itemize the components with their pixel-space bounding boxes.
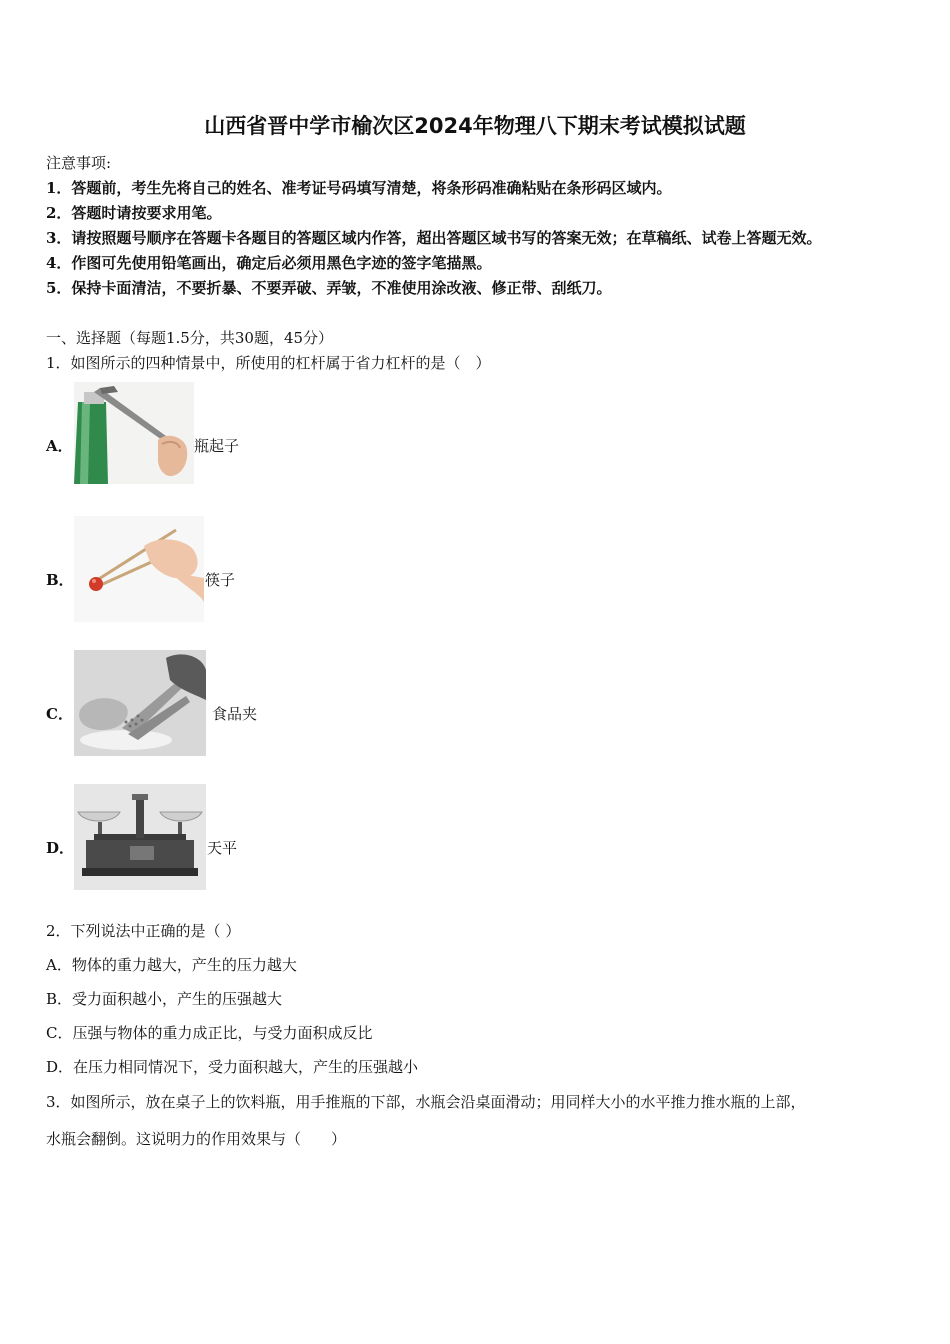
bottle-opener-photo-icon	[74, 382, 194, 484]
q1-option-d-label: 天平	[207, 839, 238, 857]
notice-item: 4．作图可先使用铅笔画出，确定后必须用黑色字迹的签字笔描黑。	[46, 254, 492, 272]
notice-item: 5．保持卡面清洁，不要折暴、不要弄破、弄皱，不准使用涂改液、修正带、刮纸刀。	[46, 279, 612, 297]
question-3-stem-continued: 水瓶会翻倒。这说明力的作用效果与（ ）	[46, 1130, 347, 1148]
q1-option-b-letter: B．	[46, 571, 74, 589]
notice-heading: 注意事项:	[46, 154, 112, 172]
question-1-stem: 1．如图所示的四种情景中，所使用的杠杆属于省力杠杆的是（ ）	[46, 354, 491, 372]
q2-option: A．物体的重力越大，产生的压力越大	[46, 956, 297, 974]
q1-option-b-label: 筷子	[205, 571, 236, 589]
notice-item: 3．请按照题号顺序在答题卡各题目的答题区域内作答，超出答题区域书写的答案无效；在草稿纸、试卷上答题无效。	[46, 229, 822, 247]
q2-option: C．压强与物体的重力成正比，与受力面积成反比	[46, 1024, 373, 1042]
q1-option-a-letter: A．	[46, 437, 73, 455]
question-2-stem: 2．下列说法中正确的是（ ）	[46, 922, 241, 940]
q1-option-c-label: 食品夹	[212, 705, 258, 723]
q1-option-c-letter: C．	[46, 705, 73, 723]
food-tongs-photo-icon	[74, 650, 206, 756]
q2-option: D．在压力相同情况下，受力面积越大，产生的压强越小	[46, 1058, 419, 1076]
notice-item: 1．答题前，考生先将自己的姓名、准考证号码填写清楚，将条形码准确粘贴在条形码区域内。	[46, 179, 672, 197]
balance-scale-photo-icon	[74, 784, 206, 890]
page-title: 山西省晋中学市榆次区2024年物理八下期末考试模拟试题	[204, 114, 746, 138]
section-heading: 一、选择题（每题1.5分，共30题，45分）	[46, 329, 334, 347]
q2-option: B．受力面积越小，产生的压强越大	[46, 990, 283, 1008]
q1-option-d-letter: D．	[46, 839, 75, 857]
question-3-stem: 3．如图所示，放在桌子上的饮料瓶，用手推瓶的下部，水瓶会沿桌面滑动；用同样大小的水平推力推水瓶的上部，	[46, 1093, 806, 1111]
notice-item: 2．答题时请按要求用笔。	[46, 204, 222, 222]
chopsticks-photo-icon	[74, 516, 204, 622]
q1-option-a-label: 瓶起子	[194, 437, 240, 455]
